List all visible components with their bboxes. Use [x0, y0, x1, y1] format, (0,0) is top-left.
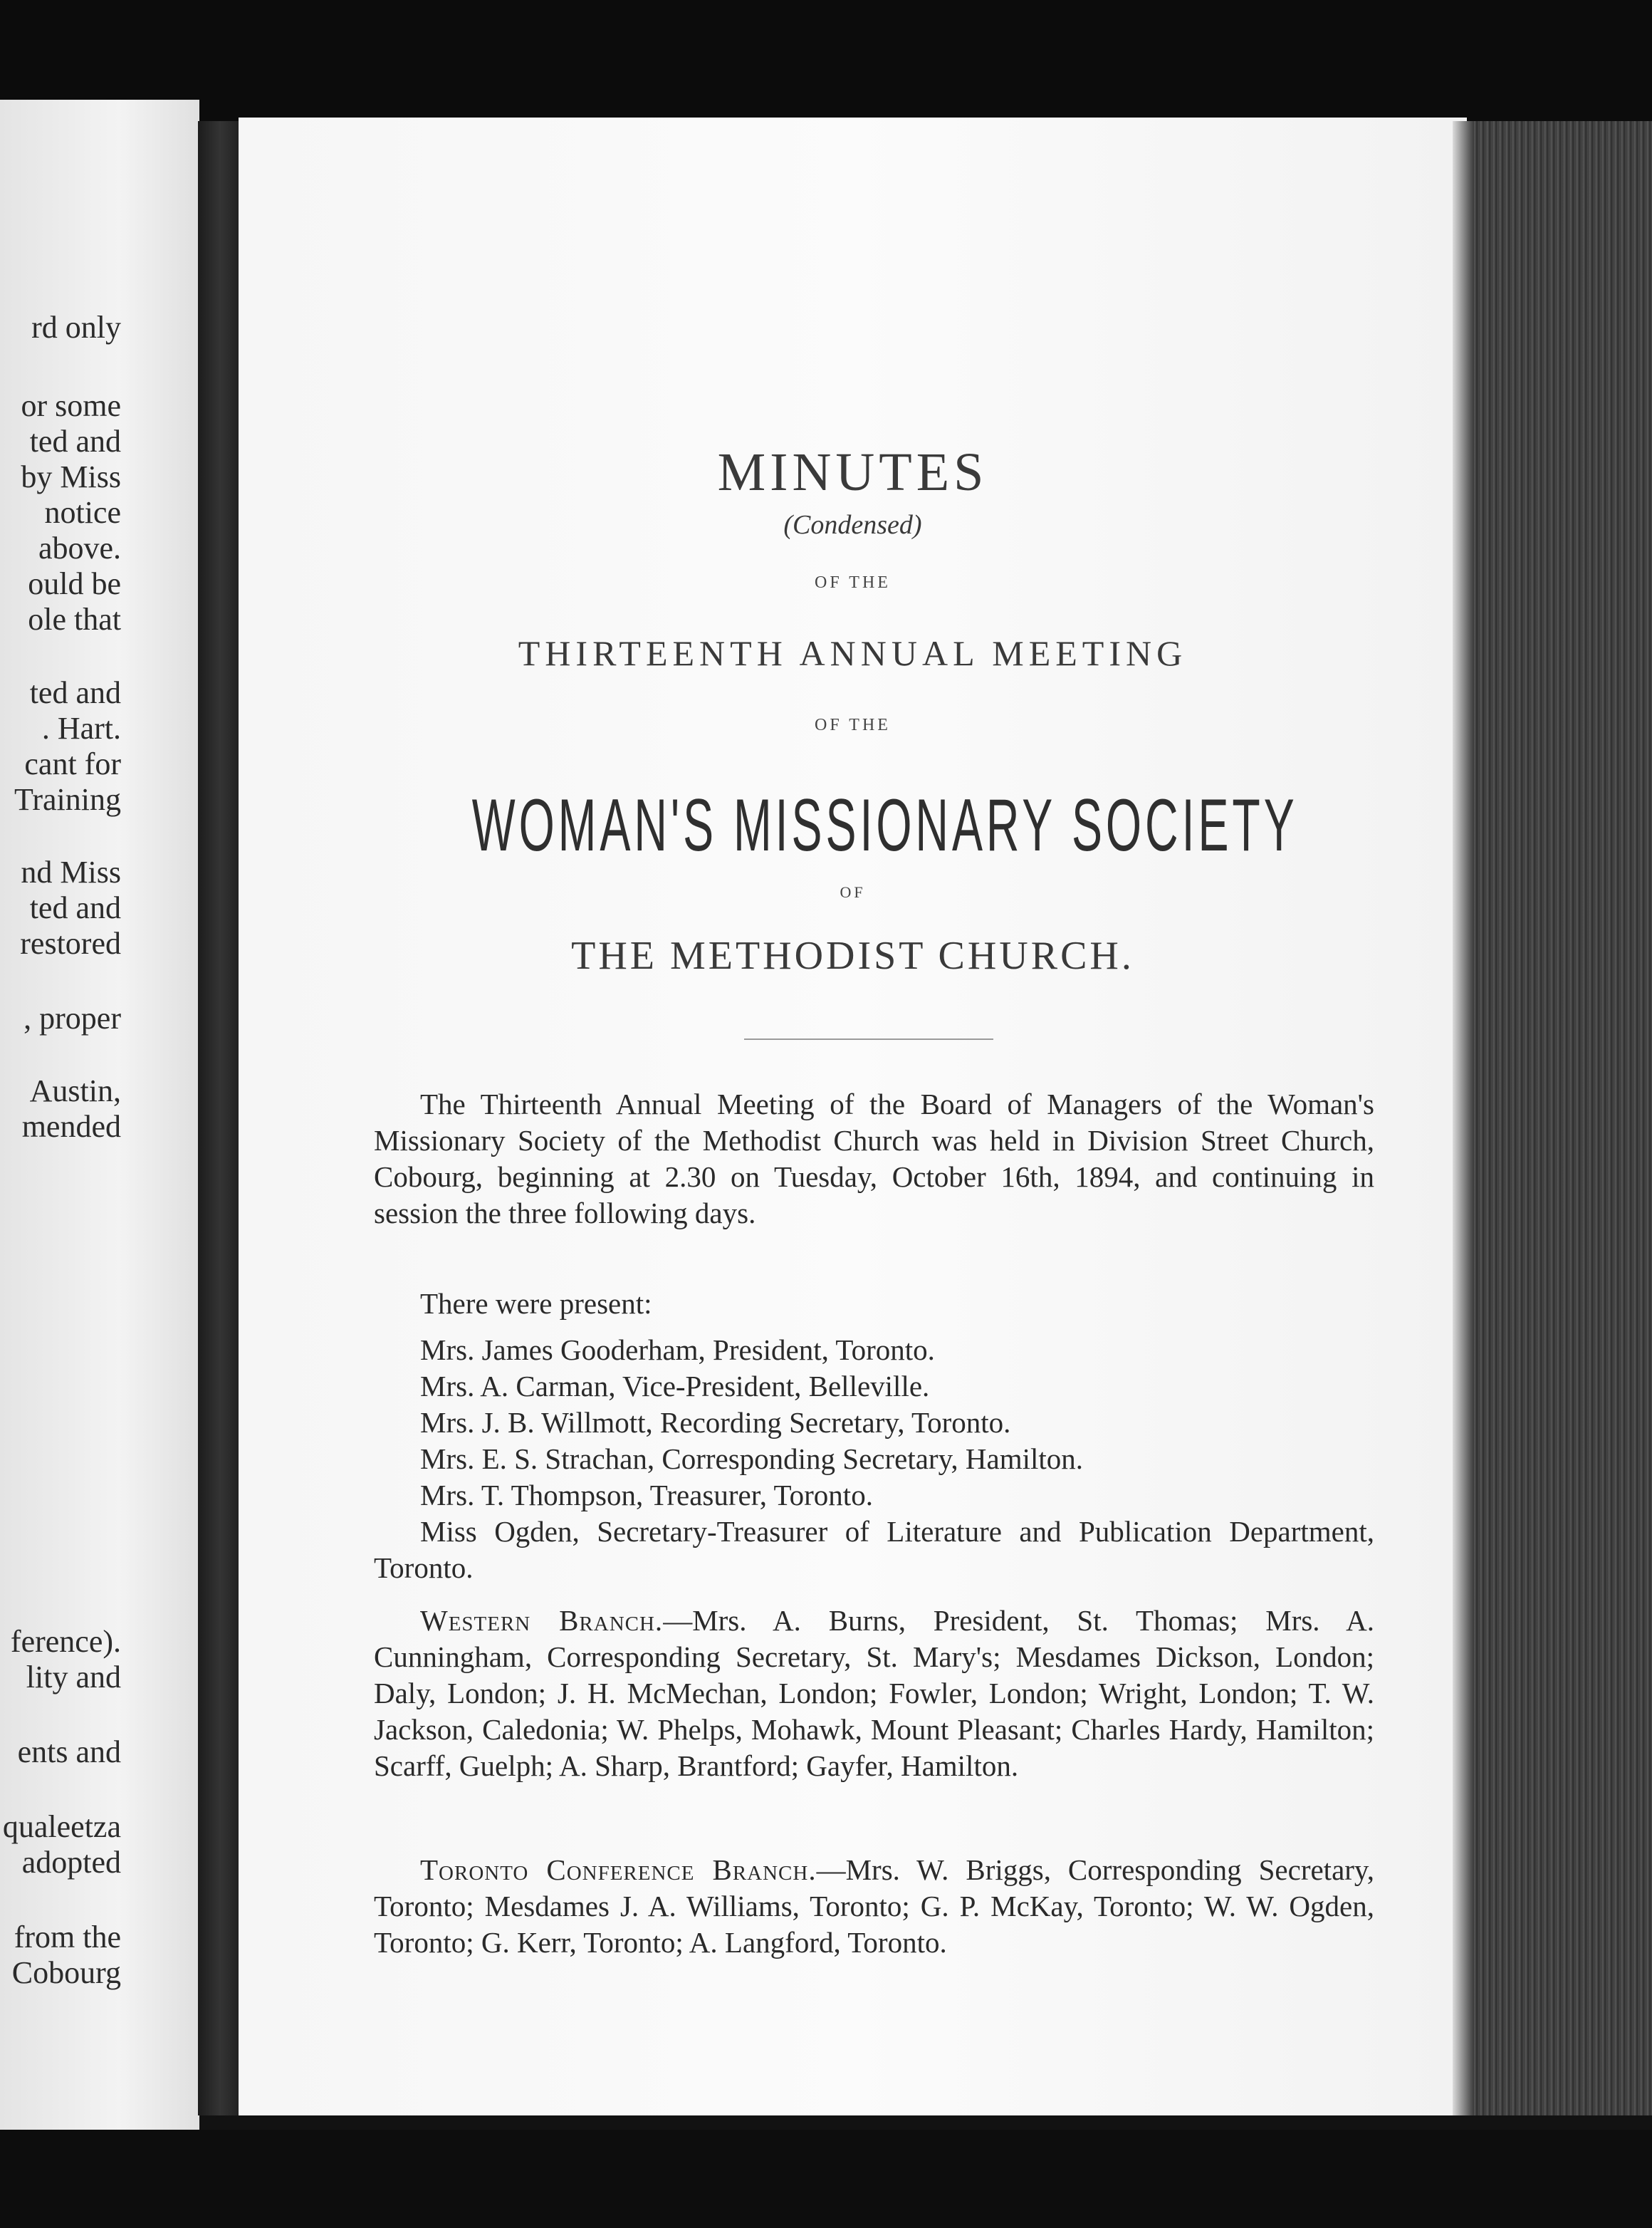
officer-line: Mrs. James Gooderham, President, Toronto. — [420, 1333, 935, 1366]
church-heading: THE METHODIST CHURCH. — [571, 934, 1134, 978]
western-branch-paragraph — [374, 1603, 1374, 1784]
page-title: MINUTES — [717, 442, 988, 502]
left-page-line: lity and — [26, 1660, 121, 1695]
left-page-line: ould be — [28, 566, 121, 601]
divider-rule — [744, 1038, 993, 1040]
connector-text: OF THE — [815, 716, 891, 734]
left-page-line: from the — [14, 1920, 121, 1954]
left-page-line: notice — [44, 495, 121, 530]
left-page-line: above. — [38, 531, 121, 566]
left-page-line: by Miss — [21, 459, 121, 494]
scan-bottom-border — [0, 2130, 1652, 2228]
left-page-line: nd Miss — [21, 855, 121, 890]
toronto-branch-paragraph — [374, 1852, 1374, 1961]
left-page-line: ted and — [29, 890, 121, 925]
left-page-line: restored — [20, 926, 121, 961]
officer-line: Mrs. J. B. Willmott, Recording Secretary, Toronto. — [420, 1406, 1011, 1439]
toronto-branch-label: Toronto Conference Branch. — [420, 1853, 817, 1886]
intro-text: The Thirteenth Annual Meeting of the Board of Managers of the Woman's Missionary Society of the Methodist Church was held in Division Street Church, Cobourg, beginning at 2.30 on Tuesday, October 16th, 1894, and continuing in session the three following days. — [374, 1088, 1374, 1229]
left-page-line: , proper — [23, 1001, 121, 1036]
left-page-line: adopted — [21, 1845, 121, 1880]
officer-line: Mrs. T. Thompson, Treasurer, Toronto. — [420, 1479, 873, 1511]
toronto-branch-text: —Mrs. W. Briggs, Corresponding Secretary, Toronto; Mesdames J. A. Williams, Toronto; G. P. McKay, Toronto; W. W. Ogden, Toronto; G. Kerr, Toronto; A. Langford, Toronto. — [374, 1853, 1375, 1959]
officer-line: Miss Ogden, Secretary-Treasurer of Literature and Publication Department, Toronto. — [374, 1515, 1374, 1584]
left-page-line: ted and — [29, 675, 121, 710]
left-page-line: ole that — [28, 602, 121, 637]
book-gutter — [198, 121, 242, 2115]
meeting-heading: THIRTEENTH ANNUAL MEETING — [518, 633, 1188, 673]
left-page-line: cant for — [24, 746, 121, 781]
society-heading: WOMAN'S MISSIONARY SOCIETY — [471, 784, 1298, 867]
left-page-line: mended — [21, 1109, 121, 1144]
left-page-line: qualeetza — [2, 1809, 121, 1844]
western-branch-text: —Mrs. A. Burns, President, St. Thomas; Mrs. A. Cunningham, Corresponding Secretary, St. Mary's; Mesdames Dickson, London; Daly, London; J. H. McMechan, London; Fowler, London; Wright, London; T. W. Jackson, Caledonia; W. Phelps, Mohawk, Mount Pleasant; Charles Hardy, Hamilton; Scarff, Guelph; A. Sharp, Brantford; Gayfer, Hamilton. — [374, 1604, 1374, 1782]
left-page-line: ted and — [29, 424, 121, 459]
left-page-line: or some — [21, 388, 121, 423]
page-edge-shadow — [1453, 121, 1474, 2115]
attendees-list — [374, 1286, 1374, 1586]
left-page-line: Cobourg — [11, 1955, 121, 1990]
officer-line: Mrs. A. Carman, Vice-President, Belleville. — [420, 1370, 930, 1402]
connector-text: OF — [840, 883, 866, 901]
page-subtitle: (Condensed) — [783, 510, 922, 540]
western-branch-label: Western Branch. — [420, 1604, 664, 1637]
officer-line: Mrs. E. S. Strachan, Corresponding Secretary, Hamilton. — [420, 1442, 1084, 1475]
scan-top-border — [0, 0, 1652, 121]
left-page-line: ference). — [10, 1624, 121, 1659]
left-page-line: Training — [14, 782, 121, 817]
intro-paragraph — [374, 1086, 1374, 1232]
present-heading: There were present: — [420, 1287, 652, 1320]
left-page-line: . Hart. — [41, 711, 121, 746]
left-page-line: rd only — [31, 310, 121, 345]
connector-text: OF THE — [815, 573, 891, 592]
book-page-edges — [1460, 121, 1652, 2115]
left-facing-page — [0, 100, 199, 2130]
main-page — [239, 118, 1467, 2115]
left-page-line: Austin, — [29, 1073, 121, 1108]
left-page-line: ents and — [17, 1734, 121, 1769]
